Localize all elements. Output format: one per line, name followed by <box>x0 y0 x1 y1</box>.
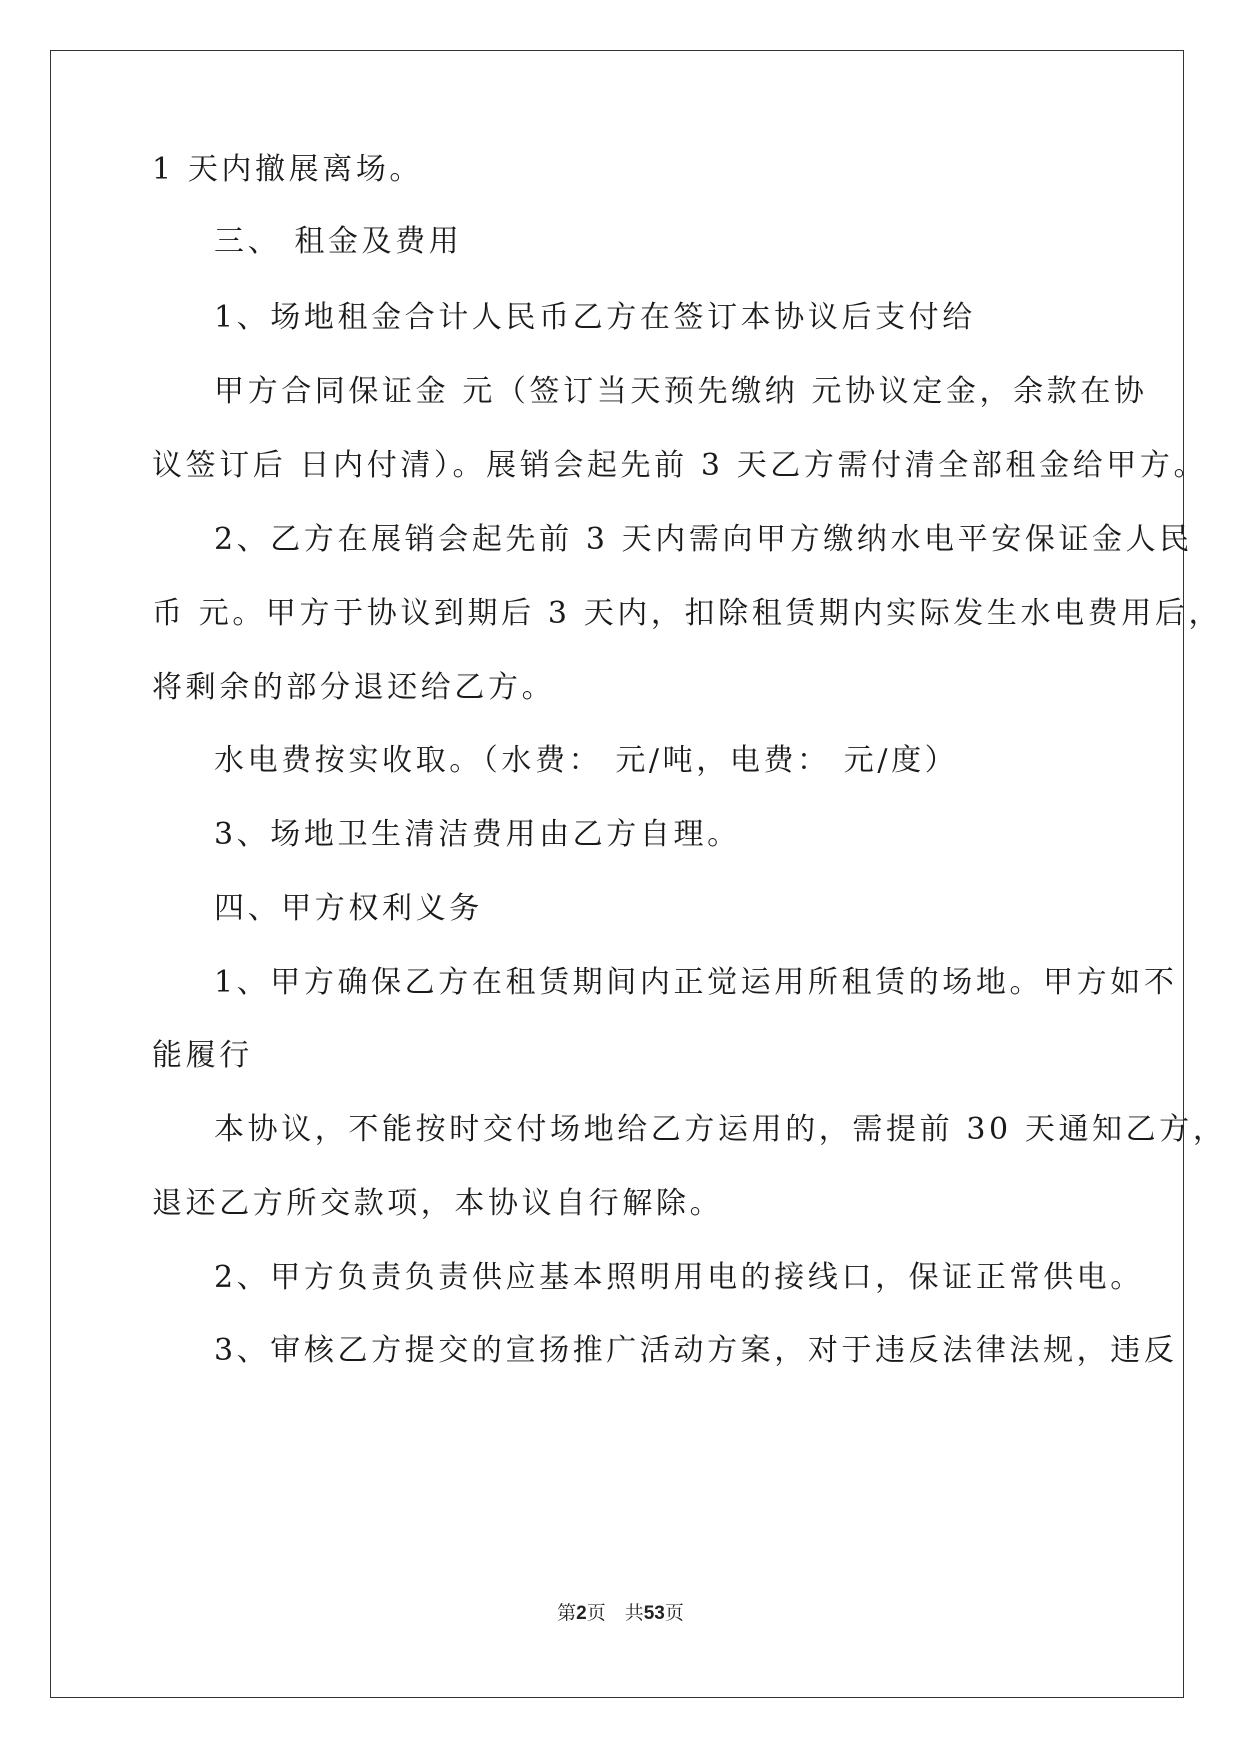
text-line: 将剩余的部分退还给乙方。 <box>152 670 556 705</box>
text-line: 2、乙方在展销会起先前 3 天内需向甲方缴纳水电平安保证金人民 <box>214 522 1193 557</box>
text-line: 3、场地卫生清洁费用由乙方自理。 <box>214 817 741 852</box>
text-line: 1、甲方确保乙方在租赁期间内正觉运用所租赁的场地。甲方如不 <box>214 965 1178 1000</box>
text-line: 本协议，不能按时交付场地给乙方运用的，需提前 30 天通知乙方， <box>214 1112 1227 1147</box>
text-line: 3、审核乙方提交的宣扬推广活动方案，对于违反法律法规，违反 <box>214 1333 1178 1368</box>
text-line: 水电费按实收取。（水费： 元/吨，电费： 元/度） <box>214 743 959 778</box>
text-line: 1、场地租金合计人民币乙方在签订本协议后支付给 <box>214 300 976 335</box>
text-line: 2、甲方负责负责供应基本照明用电的接线口，保证正常供电。 <box>214 1260 1144 1295</box>
text-line: 币 元。甲方于协议到期后 3 天内，扣除租赁期内实际发生水电费用后， <box>152 596 1223 631</box>
text-line: 议签订后 日内付清）。展销会起先前 3 天乙方需付清全部租金给甲方。 <box>152 448 1208 483</box>
current-page-number: 2 <box>576 1603 587 1624</box>
section-heading: 四、甲方权利义务 <box>214 891 483 926</box>
text-line: 退还乙方所交款项，本协议自行解除。 <box>152 1186 724 1221</box>
text-line: 1 天内撤展离场。 <box>152 152 424 187</box>
footer-suffix: 页 <box>664 1603 684 1624</box>
page-footer <box>0 1598 1241 1625</box>
text-line: 甲方合同保证金 元（签订当天预先缴纳 元协议定金，余款在协 <box>214 374 1148 409</box>
text-line: 能履行 <box>152 1038 253 1073</box>
footer-prefix: 第 <box>557 1603 577 1624</box>
total-page-count: 53 <box>643 1603 665 1624</box>
footer-mid: 页 共 <box>586 1603 644 1624</box>
section-heading: 三、 租金及费用 <box>214 224 463 259</box>
